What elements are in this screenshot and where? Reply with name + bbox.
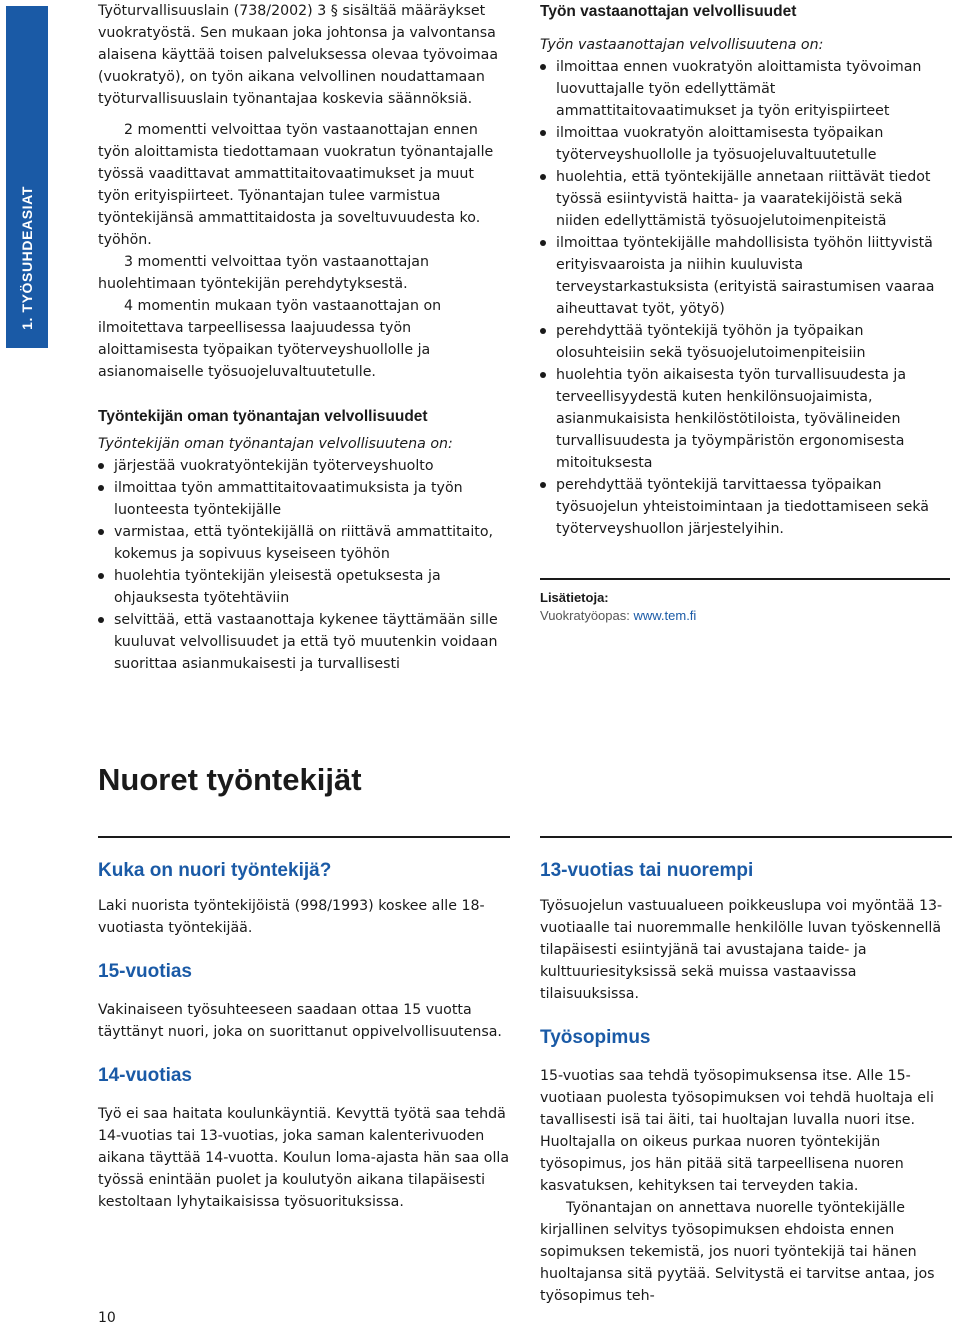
recipient-duties-list — [540, 56, 950, 540]
left-paragraph-3: 3 momentti velvoittaa työn vastaanottajan huolehtimaan työntekijän perehdytyksestä. — [98, 254, 429, 292]
age-14-text: Työ ei saa haitata koulunkäyntiä. Kevyttä työtä saa tehdä 14-vuotias tai 13-vuotias, joka saman kalenterivuoden aikana täyttää 14-vuotta. Koulun loma-ajasta hän saa olla työssä enintään puolet ja koulutyön aikana tilapäisesti kestoltaan lyhytaikaisissa työsuorituksissa. — [98, 1106, 510, 1210]
list-item: perehdyttää työntekijä työhön ja työpaikan olosuhteisiin sekä työsuojelutoimenpiteisiin — [540, 320, 950, 364]
young-workers-left — [98, 860, 510, 1213]
more-info — [540, 589, 696, 625]
employer-duties-list — [98, 455, 508, 675]
employment-contract-text-2: Työnantajan on annettava nuorelle työntekijälle kirjallinen selvitys työsopimuksen ehdoista ennen sopimuksen tekemistä, jos nuori työntekijä tai hänen huoltajansa sitä pyytää. Selvitystä ei tarvitse antaa, jos työsopimus teh- — [540, 1200, 935, 1304]
list-item: perehdyttää työntekijä tarvittaessa työpaikan työsuojelun yhteistoimintaan ja tiedottamiseen sekä työterveyshuollon järjestelyihin. — [540, 474, 950, 540]
list-item: ilmoittaa vuokratyön aloittamisesta työpaikan työterveyshuollolle ja työsuojeluvaltuutetulle — [540, 122, 950, 166]
age-13-heading: 13-vuotias tai nuorempi — [540, 860, 754, 881]
young-workers-right — [540, 860, 952, 1307]
list-item: ilmoittaa työn ammattitaitovaatimuksista ja työn luonteesta työntekijälle — [98, 477, 508, 521]
right-column — [540, 0, 950, 540]
section-divider-right — [540, 836, 952, 838]
more-info-label: Lisätietoja: — [540, 590, 609, 605]
section-divider-left — [98, 836, 510, 838]
left-paragraph-1: Työturvallisuuslain (738/2002) 3 § sisältää määräykset vuokratyöstä. Sen mukaan joka johtonsa ja valvontansa alaisena käyttää toisen palveluksessa olevaa työvoimaa (vuokratyö), on työn aikana velvollinen noudattamaan työturvallisuuslain työnantajaa koskevia säännöksiä. — [98, 3, 499, 107]
left-column — [98, 0, 508, 675]
list-item: ilmoittaa ennen vuokratyön aloittamista työvoiman luovuttajalle työn edellyttämät ammattitaitovaatimukset ja työn erityispiirteet — [540, 56, 950, 122]
section-tab-label: 1. TYÖSUHDEASIAT — [19, 186, 35, 330]
age-15-heading: 15-vuotias — [98, 961, 192, 982]
section-tab — [6, 6, 48, 348]
list-item: huolehtia työn aikaisesta työn turvallisuudesta ja terveellisyydestä kuten henkilönsuojaimista, asianmukaisista henkilöstötiloista, työvälineiden turvallisuudesta ja työympäristön ergonomisesta mitoituksesta — [540, 364, 950, 474]
list-item: varmistaa, että työntekijällä on riittävä ammattitaito, kokemus ja sopivuus kyseiseen työhön — [98, 521, 508, 565]
more-info-link[interactable]: www.tem.fi — [633, 608, 697, 623]
more-info-text: Vuokratyöopas: — [540, 608, 634, 623]
list-item: järjestää vuokratyöntekijän työterveyshuolto — [98, 455, 508, 477]
age-15-text: Vakinaiseen työsuhteeseen saadaan ottaa 15 vuotta täyttänyt nuori, joka on suorittanut oppivelvollisuutensa. — [98, 1002, 502, 1040]
list-item: huolehtia työntekijän yleisestä opetuksesta ja ohjauksesta työtehtäviin — [98, 565, 508, 609]
recipient-duties-intro: Työn vastaanottajan velvollisuutena on: — [540, 37, 824, 53]
list-item: ilmoittaa työntekijälle mahdollisista työhön liittyvistä erityisvaaroista ja niihin kuuluvista terveystarkastuksista (erityistä sairastumisen vaaraa aiheuttavat työt, yötyö) — [540, 232, 950, 320]
page-number: 10 — [98, 1310, 116, 1326]
left-paragraph-4: 4 momentin mukaan työn vastaanottajan on ilmoitettava tarpeellisessa laajuudessa työn aloittamisesta työpaikan työterveyshuollolle ja asianomaiselle työsuojeluvaltuutetulle. — [98, 298, 442, 380]
info-divider — [540, 578, 950, 580]
list-item: huolehtia, että työntekijälle annetaan riittävät tiedot työssä esiintyvistä haitta- ja vaaratekijöistä sekä niiden edellyttämistä työsuojelutoimenpiteistä — [540, 166, 950, 232]
age-13-text: Työsuojelun vastuualueen poikkeuslupa voi myöntää 13-vuotiaalle tai nuoremmalle henkilölle luvan työskennellä tilapäisesti esiintyjänä tai avustajana taide- ja kulttuuriesityksissä sekä muissa vastaavissa tilaisuuksissa. — [540, 898, 943, 1002]
employer-duties-heading: Työntekijän oman työnantajan velvollisuudet — [98, 408, 428, 425]
age-14-heading: 14-vuotias — [98, 1065, 192, 1086]
page-title: Nuoret työntekijät — [98, 762, 362, 797]
recipient-duties-heading: Työn vastaanottajan velvollisuudet — [540, 3, 797, 20]
list-item: selvittää, että vastaanottaja kykenee täyttämään sille kuuluvat velvollisuudet ja että työ muutenkin voidaan suorittaa asianmukaisesti ja turvallisesti — [98, 609, 508, 675]
employer-duties-intro: Työntekijän oman työnantajan velvollisuutena on: — [98, 436, 453, 452]
who-is-young-worker-text: Laki nuorista työntekijöistä (998/1993) koskee alle 18-vuotiasta työntekijää. — [98, 898, 485, 936]
who-is-young-worker-heading: Kuka on nuori työntekijä? — [98, 860, 332, 881]
left-paragraph-2: 2 momentti velvoittaa työn vastaanottajan ennen työn aloittamista tiedottamaan vuokratun työnantajalle työssä vaadittavat ammattitaitovaatimukset ja muut työn erityispiirteet. Työnantajan tulee varmistua työntekijänsä ammattitaidosta ja soveltuvuudesta ko. työhön. — [98, 122, 494, 248]
employment-contract-text: 15-vuotias saa tehdä työsopimuksensa itse. Alle 15-vuotiaan puolesta työsopimuksen voi tehdä huoltaja eli tavallisesti isä tai äiti, tai huoltajan luvalla nuori itse. Huoltajalla on oikeus purkaa nuoren työntekijän työsopimus, jos hän pitää sitä tarpeellisena nuoren kasvatuksen, kehityksen tai terveyden takia. — [540, 1068, 934, 1194]
employment-contract-heading: Työsopimus — [540, 1027, 651, 1048]
